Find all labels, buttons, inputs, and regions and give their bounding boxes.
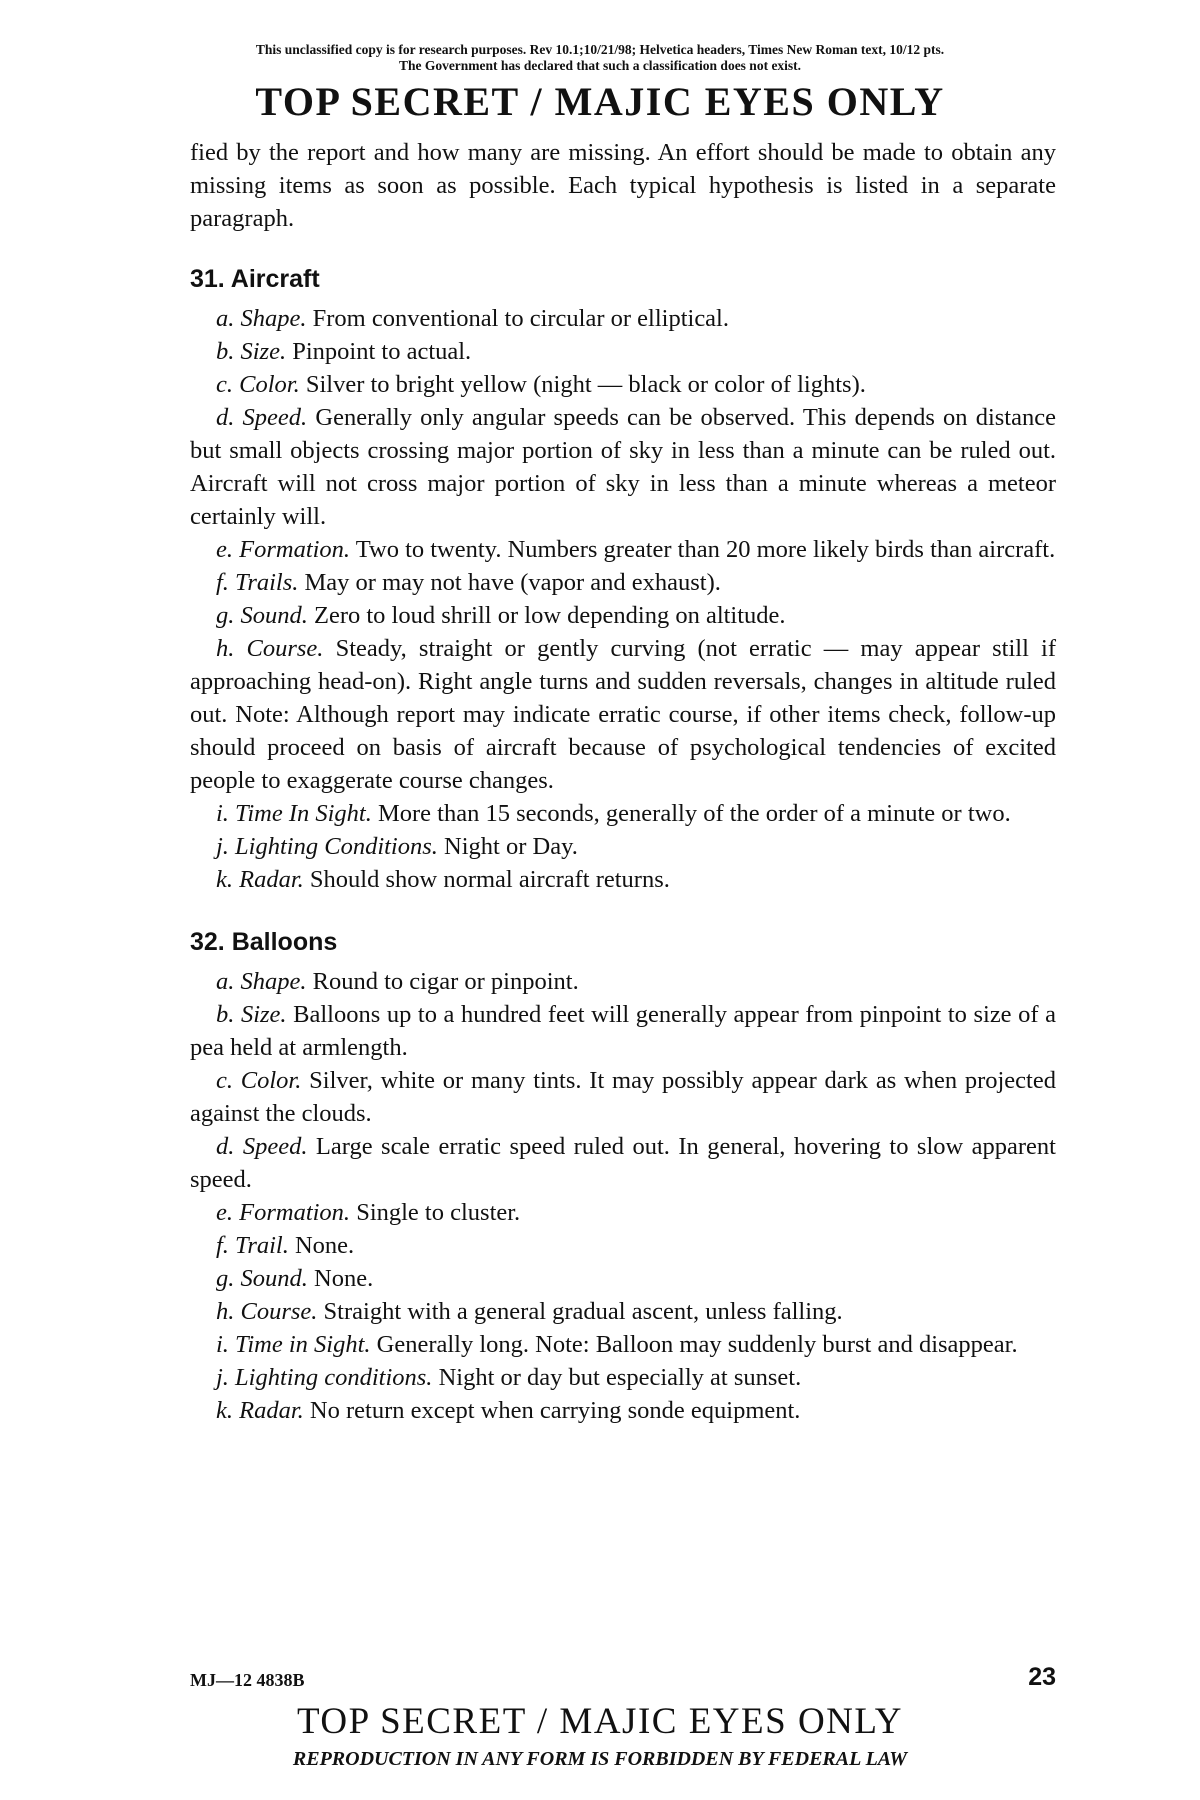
item-label: f. Trail. — [216, 1232, 289, 1259]
item-text: No return except when carrying sonde equipment. — [303, 1397, 801, 1424]
list-item — [190, 368, 1056, 401]
item-text: Zero to loud shrill or low depending on altitude. — [307, 602, 786, 629]
list-item — [190, 335, 1056, 368]
item-label: c. Color. — [216, 1067, 302, 1094]
classification-header: TOP SECRET / MAJIC EYES ONLY — [255, 79, 945, 124]
item-text: None. — [288, 1232, 355, 1259]
document-body — [190, 136, 1056, 1427]
list-item — [190, 302, 1056, 335]
list-item — [190, 1064, 1056, 1130]
list-item — [190, 1394, 1056, 1427]
notice-line-2: The Government has declared that such a classification does not exist. — [398, 58, 802, 73]
item-label: j. Lighting conditions. — [216, 1364, 433, 1391]
page-number: 23 — [1028, 1663, 1056, 1691]
list-item — [190, 965, 1056, 998]
item-label: g. Sound. — [216, 602, 308, 629]
item-label: g. Sound. — [216, 1265, 308, 1292]
list-item — [190, 1130, 1056, 1196]
item-text: Steady, straight or gently curving (not erratic — may appear still if approaching head-on). Right angle turns and sudden reversals, changes in altitude ruled out. Note: Although report may indicate erratic course, if other items check, follow-up should proceed on basis of aircraft because of psychological tendencies of excited people to exaggerate course changes. — [190, 635, 1056, 794]
list-item — [190, 1196, 1056, 1229]
item-text: Should show normal aircraft returns. — [303, 866, 670, 893]
notice-line-1: This unclassified copy is for research purposes. Rev 10.1;10/21/98; Helvetica headers, Times New Roman text, 10/12 pts. — [255, 42, 945, 57]
list-item — [190, 797, 1056, 830]
list-item — [190, 863, 1056, 896]
item-text: None. — [307, 1265, 374, 1292]
item-label: k. Radar. — [216, 1397, 304, 1424]
item-text: May or may not have (vapor and exhaust). — [298, 569, 721, 596]
item-label: i. Time in Sight. — [216, 1331, 371, 1358]
item-label: h. Course. — [216, 635, 324, 662]
item-text: Night or Day. — [437, 833, 578, 860]
list-item — [190, 566, 1056, 599]
item-label: f. Trails. — [216, 569, 299, 596]
intro-paragraph: fied by the report and how many are missing. An effort should be made to obtain any missing items as soon as possible. Each typical hypothesis is listed in a separate paragraph. — [190, 139, 1056, 232]
list-item — [190, 1328, 1056, 1361]
list-item — [190, 1229, 1056, 1262]
section-heading: 31. Aircraft — [190, 265, 320, 293]
item-text: Pinpoint to actual. — [286, 338, 472, 365]
list-item — [190, 599, 1056, 632]
item-text: Silver, white or many tints. It may possibly appear dark as when projected against the clouds. — [190, 1067, 1056, 1127]
item-text: From conventional to circular or elliptical. — [306, 305, 729, 332]
item-label: h. Course. — [216, 1298, 318, 1325]
list-item — [190, 1361, 1056, 1394]
item-text: More than 15 seconds, generally of the order of a minute or two. — [371, 800, 1011, 827]
item-text: Straight with a general gradual ascent, unless falling. — [317, 1298, 843, 1325]
list-item — [190, 998, 1056, 1064]
item-text: Generally long. Note: Balloon may suddenly burst and disappear. — [370, 1331, 1018, 1358]
item-text: Balloons up to a hundred feet will generally appear from pinpoint to size of a pea held at armlength. — [190, 1001, 1056, 1061]
item-label: k. Radar. — [216, 866, 304, 893]
list-item — [190, 632, 1056, 797]
item-label: i. Time In Sight. — [216, 800, 372, 827]
item-label: b. Size. — [216, 1001, 287, 1028]
reproduction-notice: REPRODUCTION IN ANY FORM IS FORBIDDEN BY FEDERAL LAW — [292, 1748, 908, 1770]
list-item — [190, 1262, 1056, 1295]
list-item — [190, 830, 1056, 863]
section-heading: 32. Balloons — [190, 928, 338, 956]
item-text: Single to cluster. — [350, 1199, 521, 1226]
item-label: b. Size. — [216, 338, 287, 365]
item-text: Large scale erratic speed ruled out. In general, hovering to slow apparent speed. — [190, 1133, 1056, 1193]
item-label: c. Color. — [216, 371, 300, 398]
item-text: Silver to bright yellow (night — black or color of lights). — [299, 371, 866, 398]
item-label: e. Formation. — [216, 1199, 351, 1226]
item-label: d. Speed. — [216, 404, 308, 431]
item-text: Night or day but especially at sunset. — [432, 1364, 802, 1391]
list-item — [190, 533, 1056, 566]
item-text: Round to cigar or pinpoint. — [306, 968, 579, 995]
item-label: j. Lighting Conditions. — [216, 833, 438, 860]
item-text: Generally only angular speeds can be observed. This depends on distance but small objects crossing major portion of sky in less than a minute can be ruled out. Aircraft will not cross major portion of sky in less than a minute whereas a meteor certainly will. — [190, 404, 1056, 530]
item-label: e. Formation. — [216, 536, 351, 563]
document-id: MJ—12 4838B — [190, 1670, 305, 1690]
classification-footer: TOP SECRET / MAJIC EYES ONLY — [296, 1701, 904, 1742]
item-label: a. Shape. — [216, 305, 307, 332]
list-item — [190, 401, 1056, 533]
item-label: d. Speed. — [216, 1133, 308, 1160]
research-notice — [0, 42, 1200, 74]
item-label: a. Shape. — [216, 968, 307, 995]
item-text: Two to twenty. Numbers greater than 20 more likely birds than aircraft. — [350, 536, 1056, 563]
list-item — [190, 1295, 1056, 1328]
